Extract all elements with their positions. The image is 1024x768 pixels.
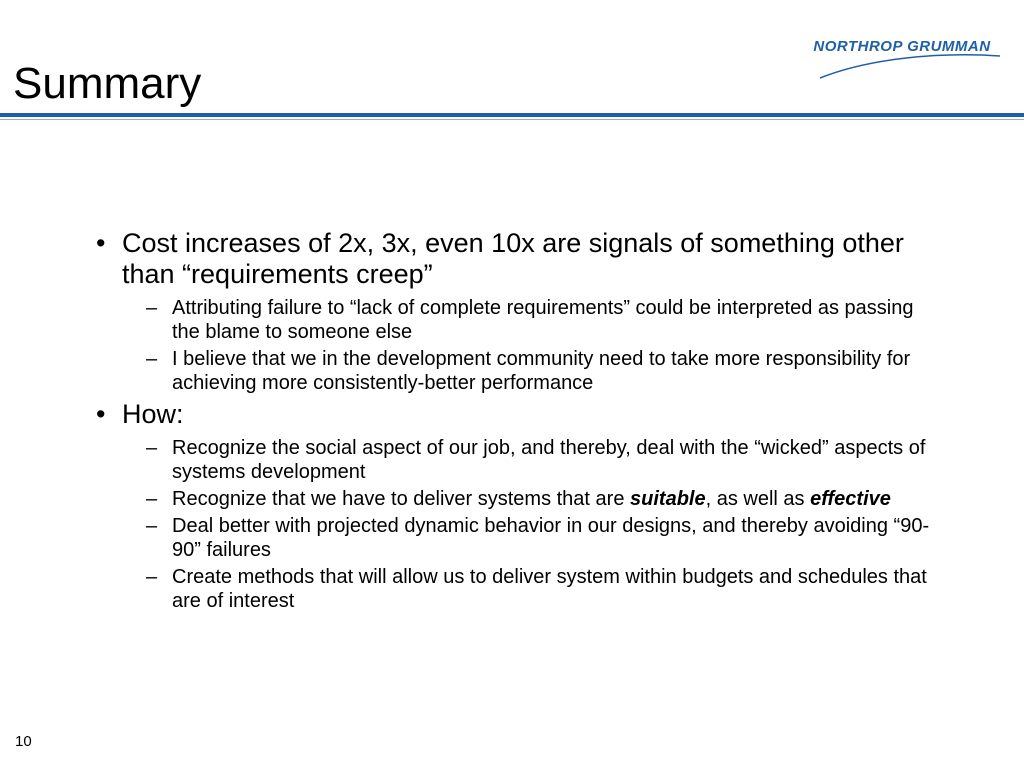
sub-bullet-1-1-text: Attributing failure to “lack of complete requirements” could be interpreted as passing the blame to someone else (172, 297, 914, 343)
emphasis-effective: effective (810, 488, 891, 510)
dash-icon: – (146, 515, 158, 537)
slide-title: Summary (13, 59, 202, 108)
page-number: 10 (15, 733, 32, 750)
dash-icon: – (146, 437, 158, 459)
sub-bullet-2-1 (146, 436, 946, 484)
sub-bullet-2-2-mid: , as well as (705, 488, 811, 510)
sub-bullet-2-3 (146, 514, 946, 562)
bullet-1-text: Cost increases of 2x, 3x, even 10x are signals of something other than “requirements creep” (122, 228, 904, 289)
bullet-icon: • (96, 228, 106, 258)
logo-swoosh-icon (800, 50, 1005, 80)
sub-bullet-2-2-pre: Recognize that we have to deliver systems that are (172, 488, 631, 510)
northrop-grumman-logo (800, 38, 1005, 82)
sub-bullet-1-2 (146, 347, 946, 395)
sub-bullet-2-4 (146, 565, 946, 613)
sub-bullet-1-2-text: I believe that we in the development community need to take more responsibility for achieving more consistently-better performance (172, 348, 911, 394)
sub-bullet-2-1-text: Recognize the social aspect of our job, and thereby, deal with the “wicked” aspects of systems development (172, 437, 926, 483)
sub-bullet-1-1 (146, 296, 946, 344)
slide-body (96, 224, 946, 613)
dash-icon: – (146, 566, 158, 588)
title-underline-thin (0, 119, 1024, 120)
bullet-1 (96, 228, 946, 290)
logo-text: NORTHROP GRUMMAN (813, 38, 991, 55)
dash-icon: – (146, 348, 158, 370)
bullet-icon: • (96, 399, 106, 429)
emphasis-suitable: suitable (630, 488, 706, 510)
bullet-2 (96, 399, 946, 430)
sub-bullet-2-4-text: Create methods that will allow us to deliver system within budgets and schedules that are of interest (172, 566, 927, 612)
sub-bullet-2-2 (146, 487, 946, 511)
title-underline-thick (0, 113, 1024, 117)
dash-icon: – (146, 488, 158, 510)
dash-icon: – (146, 297, 158, 319)
bullet-2-text: How: (122, 399, 184, 429)
sub-bullet-2-3-text: Deal better with projected dynamic behavior in our designs, and thereby avoiding “90-90” failures (172, 515, 930, 561)
